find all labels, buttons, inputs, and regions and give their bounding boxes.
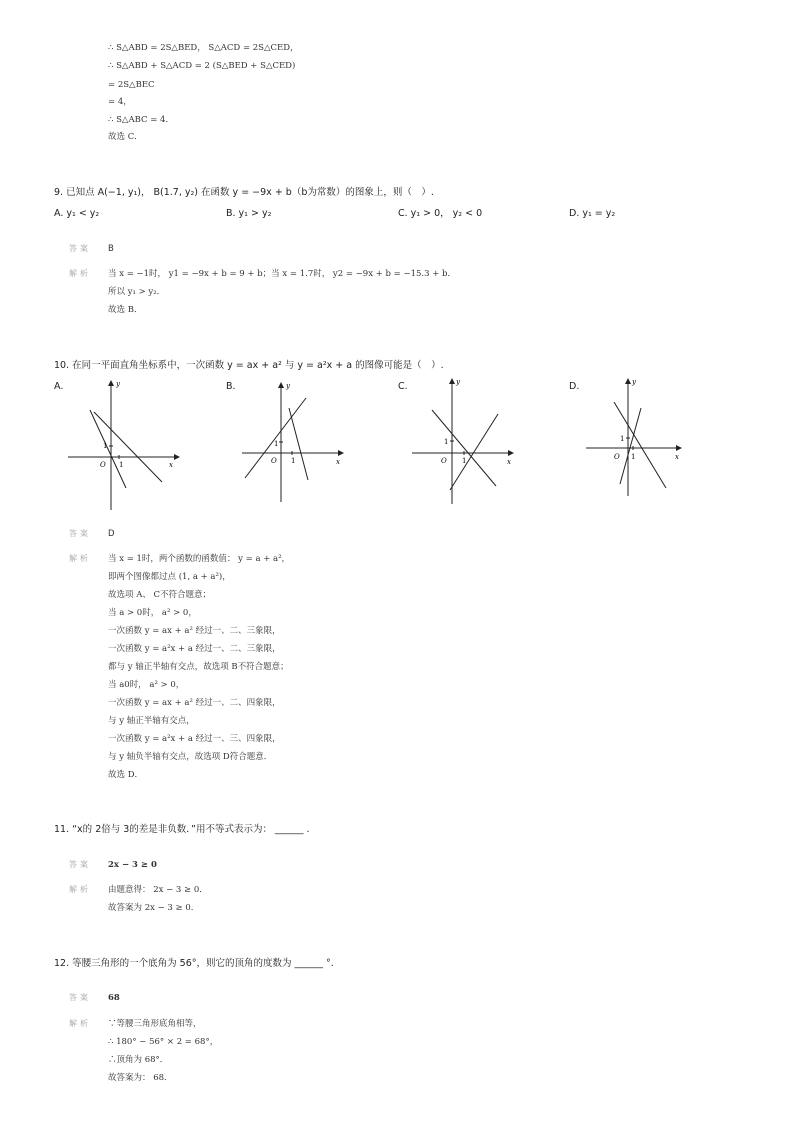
q11-stem: 11. “x的 2倍与 3的差是非负数．”用不等式表示为： ______ . [54, 824, 310, 835]
x-axis-arrow [338, 450, 344, 456]
x-axis-arrow [676, 445, 682, 451]
line-2 [450, 414, 498, 490]
q9-stem: 9. 已知点 A(−1, y₁)， B(1.7, y₂) 在函数 y = −9x + b（b为常数）的图象上，则（ ）. [54, 187, 434, 198]
q10-analysis-line: 与 y 轴正半轴有交点， [108, 716, 195, 726]
line-1 [614, 402, 666, 488]
q11-answer: 2x − 3 ≥ 0 [108, 860, 157, 870]
q10-analysis-line: 一次函数 y = ax + a² 经过一、二、三象限， [108, 626, 281, 636]
x-axis-arrow [508, 450, 514, 456]
q9-answer-label: 答案 [69, 244, 91, 253]
one-label: 1 [444, 438, 449, 446]
q10-analysis-line: 一次函数 y = a²x + a 经过一、三、四象限， [108, 734, 281, 744]
q8-line: = 2S△BEC [108, 80, 155, 90]
q10-answer: D [108, 529, 115, 539]
q12-answer: 68 [108, 993, 120, 1003]
q10-analysis-line: 当 x = 1时，两个函数的函数值： y = a + a²， [108, 554, 291, 564]
one-label: 1 [631, 453, 636, 461]
y-label: y [286, 382, 290, 390]
y-label: y [456, 378, 460, 386]
q10-option-d: D. [569, 381, 580, 392]
y-axis-arrow [625, 378, 631, 384]
q8-line: 故选 C． [108, 132, 143, 142]
q9-option-d: D. y₁ = y₂ [569, 208, 616, 219]
graph-a [66, 376, 186, 510]
q10-option-b: B. [226, 381, 236, 392]
x-axis-arrow [174, 454, 180, 460]
q11-answer-label: 答案 [69, 860, 91, 869]
one-label: 1 [103, 442, 108, 450]
q12-analysis-line: 故答案为： 68． [108, 1073, 173, 1083]
q9-answer: B [108, 244, 114, 254]
q11-analysis-line: 故答案为 2x − 3 ≥ 0． [108, 903, 200, 913]
line-2 [289, 408, 308, 480]
q9-analysis-label: 解析 [69, 269, 91, 278]
q9-analysis-line: 当 x = −1时， y1 = −9x + b = 9 + b；当 x = 1.7时， y2 = −9x + b = −15.3 + b． [108, 269, 456, 279]
line-2 [620, 408, 641, 484]
q10-analysis-line: 故选项 A、 C不符合题意； [108, 590, 212, 600]
one-label: 1 [462, 457, 467, 465]
q10-analysis-line: 当 a > 0时， a² > 0， [108, 608, 197, 618]
q10-analysis-line: 故选 D． [108, 770, 144, 780]
q8-line: ∴ S△ABD = 2S△BED， S△ACD = 2S△CED， [108, 43, 299, 53]
q11-analysis-label: 解析 [69, 885, 91, 894]
y-label: y [632, 378, 636, 386]
x-label: x [336, 458, 340, 466]
q9-analysis-line: 故选 B． [108, 305, 143, 315]
one-label: 1 [620, 435, 625, 443]
q10-analysis-label: 解析 [69, 554, 91, 563]
q11-analysis-line: 由题意得： 2x − 3 ≥ 0． [108, 885, 208, 895]
graph-b [240, 376, 350, 502]
q10-option-c: C. [398, 381, 408, 392]
q9-option-a: A. y₁ < y₂ [54, 208, 100, 219]
q8-line: = 4， [108, 97, 132, 107]
one-label: 1 [274, 440, 279, 448]
q9-analysis-line: 所以 y₁ > y₂． [108, 287, 166, 297]
line-1 [90, 410, 126, 488]
q12-stem: 12. 等腰三角形的一个底角为 56°，则它的顶角的度数为 ______ °. [54, 958, 334, 969]
y-axis-arrow [449, 378, 455, 384]
q12-answer-label: 答案 [69, 993, 91, 1002]
y-axis-arrow [278, 382, 284, 388]
q10-stem: 10. 在同一平面直角坐标系中，一次函数 y = ax + a² 与 y = a²x + a 的图像可能是（ ）. [54, 360, 444, 371]
q10-analysis-line: 一次函数 y = ax + a² 经过一、二、四象限， [108, 698, 281, 708]
q8-line: ∴ S△ABD + S△ACD = 2 (S△BED + S△CED) [108, 61, 296, 71]
line-1 [432, 410, 496, 486]
q10-option-a: A. [54, 381, 64, 392]
origin-label: O [271, 457, 277, 465]
origin-label: O [100, 461, 106, 469]
q12-analysis-line: ∴顶角为 68°． [108, 1055, 169, 1065]
q10-analysis-line: 即两个图像都过点 (1, a + a²)， [108, 572, 231, 582]
q12-analysis-label: 解析 [69, 1019, 91, 1028]
q12-analysis-line: ∴ 180° − 56° × 2 = 68°， [108, 1037, 219, 1047]
q12-analysis-line: ∵等腰三角形底角相等， [108, 1019, 202, 1029]
one-label: 1 [119, 461, 124, 469]
y-label: y [116, 380, 120, 388]
q10-answer-label: 答案 [69, 529, 91, 538]
x-label: x [675, 453, 679, 461]
graph-c [410, 374, 522, 504]
q10-analysis-line: 都与 y 轴正半轴有交点，故选项 B不符合题意； [108, 662, 289, 672]
q9-option-b: B. y₁ > y₂ [226, 208, 272, 219]
y-axis-arrow [108, 380, 114, 386]
graph-d [584, 374, 688, 500]
q10-analysis-line: 当 a0时， a² > 0， [108, 680, 185, 690]
one-label: 1 [291, 457, 296, 465]
q9-option-c: C. y₁ > 0， y₂ < 0 [398, 208, 483, 219]
x-label: x [169, 461, 173, 469]
x-label: x [507, 458, 511, 466]
q10-analysis-line: 一次函数 y = a²x + a 经过一、二、三象限， [108, 644, 281, 654]
q8-line: ∴ S△ABC = 4． [108, 115, 174, 125]
origin-label: O [614, 453, 620, 461]
origin-label: O [441, 457, 447, 465]
q10-analysis-line: 与 y 轴负半轴有交点，故选项 D符合题意． [108, 752, 273, 762]
